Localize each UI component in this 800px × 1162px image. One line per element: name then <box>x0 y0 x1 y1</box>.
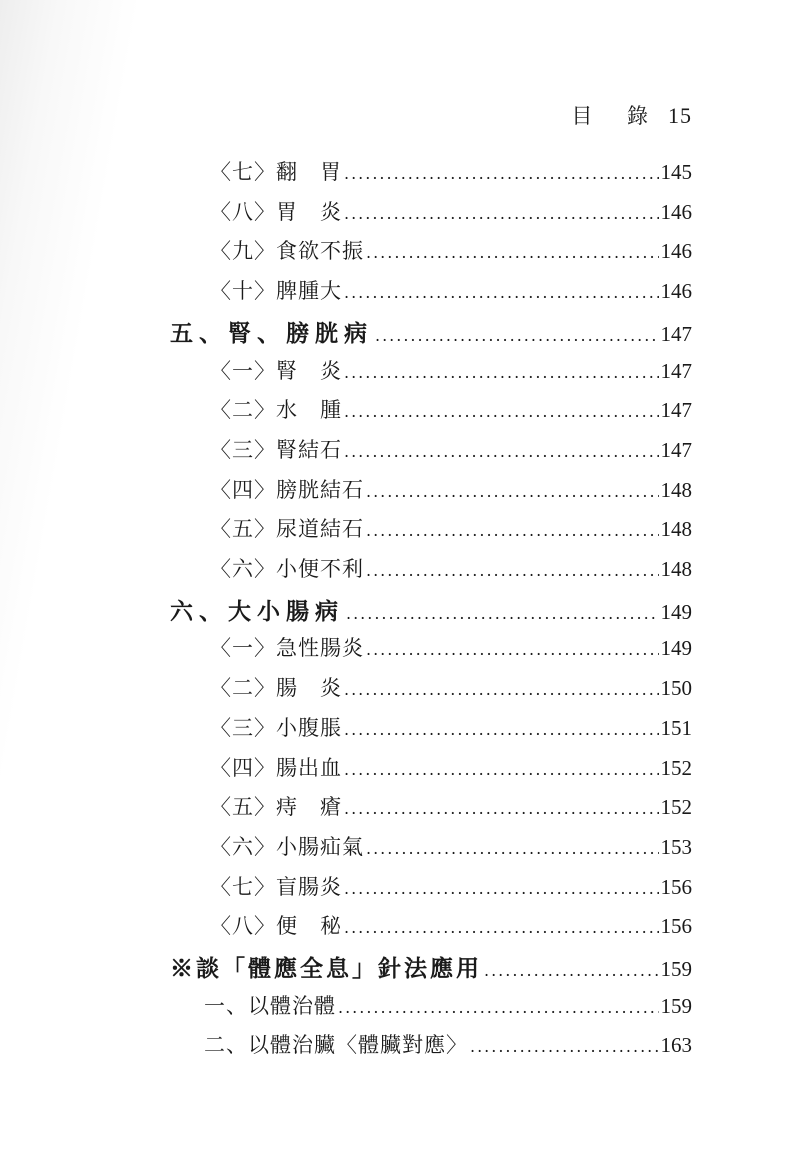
toc-entry <box>170 593 692 627</box>
toc-entry <box>210 235 692 269</box>
toc-entry-page-number: 149 <box>660 599 692 624</box>
toc-leader-dots <box>344 720 659 739</box>
toc-entry-page-number: 148 <box>660 517 692 542</box>
toc-entry-title: 〈二〉水 腫 <box>210 398 342 423</box>
toc-entry-page-number: 145 <box>660 160 692 184</box>
toc-leader-dots <box>470 1037 659 1056</box>
toc-leader-dots <box>366 839 659 858</box>
toc-entry <box>210 871 692 905</box>
toc-leader-dots <box>366 561 659 580</box>
running-head-page-number: 15 <box>668 103 692 128</box>
toc-leader-dots <box>344 680 659 699</box>
toc-leader-dots <box>344 760 659 779</box>
toc-entry-title: 〈五〉尿道結石 <box>210 517 364 542</box>
toc-entry <box>210 434 692 468</box>
toc-entry <box>210 474 692 508</box>
toc-leader-dots <box>375 326 659 345</box>
toc-entry-page-number: 146 <box>660 199 692 224</box>
toc-entry-page-number: 153 <box>660 834 692 859</box>
toc-entry-title: 〈三〉小腹脹 <box>210 715 342 740</box>
running-head-title: 目 錄 <box>571 104 662 128</box>
toc-entry-page-number: 156 <box>660 914 692 939</box>
toc-entry-page-number: 159 <box>660 957 692 981</box>
toc-leader-dots <box>344 442 659 461</box>
toc-entry-title: 〈六〉小腸疝氣 <box>210 834 364 859</box>
toc-entry-title: 〈十〉脾腫大 <box>210 279 342 304</box>
toc-entry <box>210 712 692 746</box>
toc-entry-page-number: 147 <box>660 437 692 462</box>
toc-entry-page-number: 150 <box>660 676 692 701</box>
toc-entry <box>210 355 692 389</box>
toc-leader-dots <box>344 283 659 302</box>
toc-entry-title: 〈一〉急性腸炎 <box>210 636 364 661</box>
toc-entry <box>170 950 692 984</box>
toc-entry-title: ※談「體應全息」針法應用 <box>170 955 482 982</box>
toc-entry-title: 〈二〉腸 炎 <box>210 676 342 701</box>
running-head <box>571 100 692 130</box>
toc-leader-dots <box>366 640 659 659</box>
toc-entry-title: 六、大小腸病 <box>170 597 344 625</box>
toc-entry <box>170 315 692 349</box>
toc-entry-page-number: 148 <box>660 557 692 581</box>
toc-entry <box>204 1029 692 1063</box>
toc-entry-page-number: 151 <box>660 715 692 740</box>
toc-entry-page-number: 148 <box>660 477 692 502</box>
toc-entry-page-number: 152 <box>660 795 692 820</box>
toc-entry-title: 〈一〉腎 炎 <box>210 358 342 383</box>
toc-leader-dots <box>344 402 659 421</box>
toc-entry <box>210 513 692 547</box>
toc-entry-title: 〈七〉盲腸炎 <box>210 874 342 899</box>
toc-leader-dots <box>344 363 659 382</box>
toc-entry <box>210 632 692 666</box>
toc-leader-dots <box>366 482 659 501</box>
toc-entry-title: 〈七〉翻 胃 <box>210 160 342 184</box>
toc-entry-title: 〈四〉膀胱結石 <box>210 477 364 502</box>
toc-entry <box>210 156 692 190</box>
toc-leader-dots <box>366 521 659 540</box>
toc-entry-page-number: 147 <box>660 358 692 383</box>
toc-leader-dots <box>338 998 659 1017</box>
toc-leader-dots <box>344 879 659 898</box>
toc-entry-title: 〈六〉小便不利 <box>210 557 364 581</box>
toc-entry-title: 〈八〉胃 炎 <box>210 199 342 224</box>
toc-entry <box>210 394 692 428</box>
toc-entry-title: 〈八〉便 秘 <box>210 914 342 939</box>
toc-entry <box>210 275 692 309</box>
toc-leader-dots <box>366 243 659 262</box>
toc-entry-title: 〈五〉痔 瘡 <box>210 795 342 820</box>
toc-entry <box>210 196 692 230</box>
toc-entry-page-number: 156 <box>660 874 692 899</box>
toc-entry <box>210 910 692 944</box>
toc-leader-dots <box>344 918 659 937</box>
toc-leader-dots <box>344 799 659 818</box>
toc-entry-page-number: 147 <box>660 398 692 423</box>
toc-entry-title: 五、腎、膀胱病 <box>170 319 373 347</box>
toc-entry <box>210 553 692 587</box>
toc-entry-title: 〈四〉腸出血 <box>210 755 342 780</box>
toc-entry-page-number: 159 <box>660 993 692 1018</box>
toc-entry-title: 〈九〉食欲不振 <box>210 239 364 264</box>
toc-entry-page-number: 163 <box>660 1033 692 1058</box>
toc-entry-page-number: 146 <box>660 279 692 304</box>
toc-entry-title: 二、以體治臟〈體臟對應〉 <box>204 1033 468 1058</box>
toc-entry-page-number: 152 <box>660 755 692 780</box>
toc-entry-title: 一、以體治體 <box>204 993 336 1018</box>
toc-leader-dots <box>484 961 659 980</box>
toc-entry <box>210 672 692 706</box>
toc-entry-title: 〈三〉腎結石 <box>210 437 342 462</box>
toc-entry <box>204 990 692 1024</box>
toc-leader-dots <box>344 204 659 223</box>
toc-entry-page-number: 149 <box>660 636 692 661</box>
toc-leader-dots <box>346 604 659 623</box>
toc-entry <box>210 791 692 825</box>
toc-entry <box>210 752 692 786</box>
toc-entry-page-number: 146 <box>660 239 692 264</box>
toc-entry-page-number: 147 <box>660 321 692 346</box>
toc-entry <box>210 831 692 865</box>
toc-leader-dots <box>344 164 659 183</box>
